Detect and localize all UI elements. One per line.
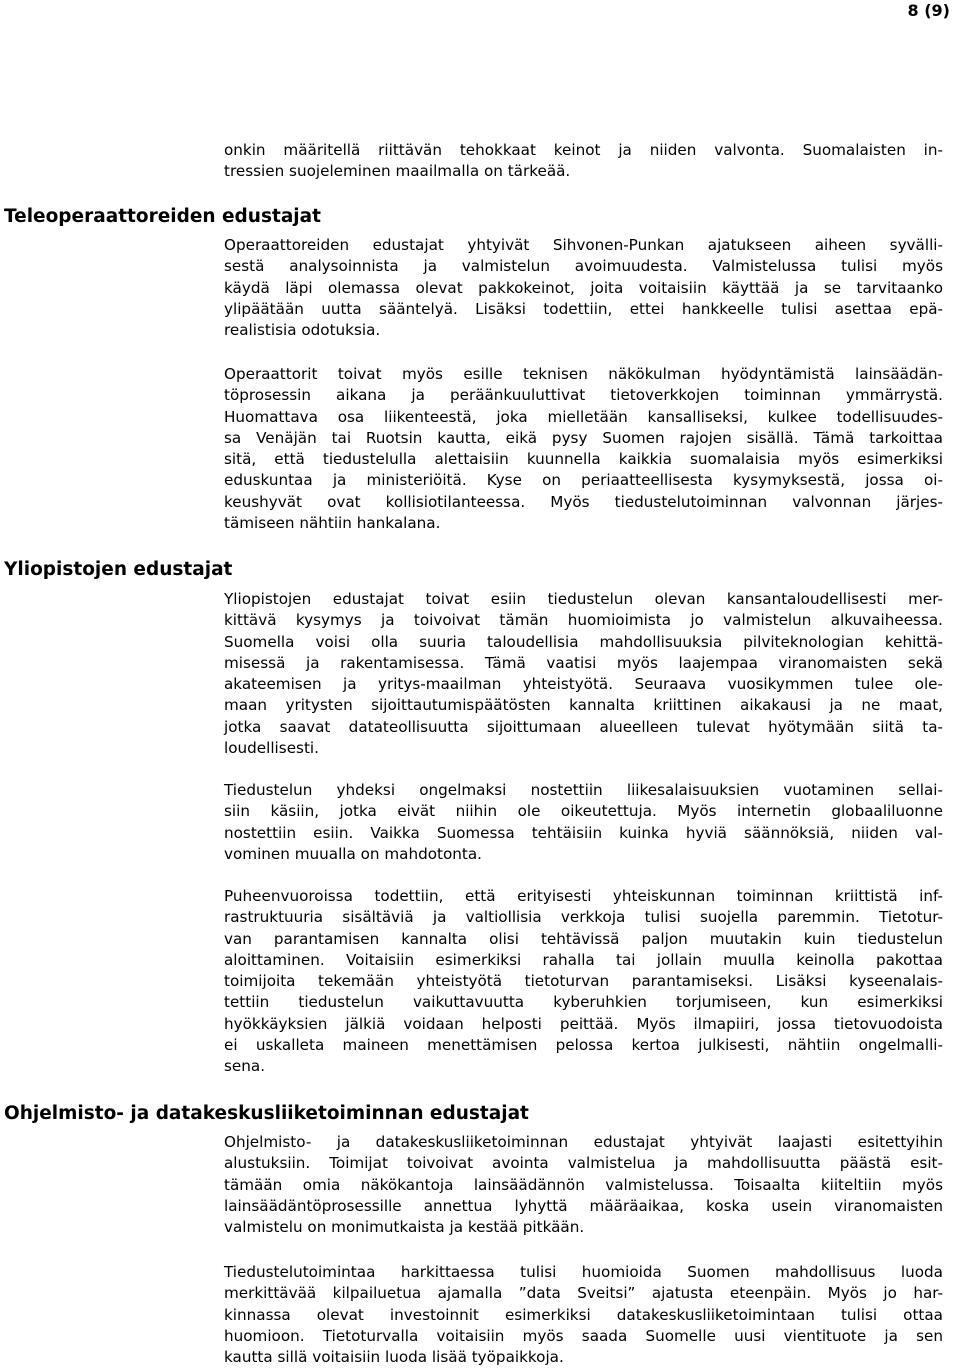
text-line: akateemisen ja yritys-maailman yhteistyötä. Seuraava vuosikymmen tulee ole- — [224, 675, 943, 694]
teleoperaattorit-paragraph-2 — [224, 364, 943, 534]
intro-paragraph — [224, 140, 943, 183]
yliopistot-paragraph-2 — [224, 780, 943, 865]
text-line: käydä läpi olemassa olevat pakkokeinot, joita voitaisiin käyttää ja se tarvitaanko — [224, 278, 943, 297]
text-line: rastruktuuria sisältäviä ja valtiollisia verkkoja tulisi suojella paremmin. Tietotur- — [224, 908, 943, 927]
text-line: misessä ja rakentamisessa. Tämä vaatisi myös laajempaa viranomaisten sekä — [224, 653, 943, 672]
text-line: van parantamisen kannalta olisi tehtävissä paljon muutakin kuin tiedustelun — [224, 929, 943, 948]
text-line: Huomattava osa liikenteestä, joka mielletään kansalliseksi, kulkee todellisuudes- — [224, 407, 943, 426]
text-line: keushyvät ovat kollisiotilanteessa. Myös tiedustelutoiminnan valvonnan järjes- — [224, 492, 943, 511]
section-heading-teleoperaattorit: Teleoperaattoreiden edustajat — [4, 206, 321, 227]
text-line: siin käsiin, jotka eivät niihin ole oikeutettuja. Myös internetin globaaliluonne — [224, 802, 943, 821]
text-line: Yliopistojen edustajat toivat esiin tiedustelun olevan kansantaloudellisesti mer- — [224, 590, 943, 608]
text-line: eduskuntaa ja ministeriöitä. Kyse on periaatteellisesta kysymyksestä, jossa oi- — [224, 471, 943, 490]
text-line: Operaattorit toivat myös esille teknisen näkökulman hyödyntämistä lainsäädän- — [224, 365, 943, 383]
text-line: Tiedustelutoimintaa harkittaessa tulisi huomioida Suomen mahdollisuus luoda — [224, 1263, 943, 1281]
text-line: sestä analysoinnista ja valmistelun avoimuudesta. Valmistelussa tulisi myös — [224, 257, 943, 276]
text-line: onkin määritellä riittävän tehokkaat keinot ja niiden valvonta. Suomalaisten in- — [224, 141, 943, 159]
text-line: realistisia odotuksia. — [224, 321, 381, 340]
text-line: valmistelu on monimutkaista ja kestää pitkään. — [224, 1218, 585, 1237]
text-line: tressien suojeleminen maailmalla on tärkeää. — [224, 162, 571, 181]
text-line: tämään omia näkökantoja lainsäädännön valmistelussa. Toisaalta kiiteltiin myös — [224, 1175, 943, 1194]
text-line: vominen muualla on mahdotonta. — [224, 844, 483, 863]
ohjelmisto-paragraph-2 — [224, 1262, 943, 1368]
text-line: kittävä kysymys ja toivoivat tämän huomioimista jo valmistelun alkuvaiheessa. — [224, 611, 943, 630]
text-line: lainsäädäntöprosessille annettua lyhyttä määräaikaa, koska usein viranomaisten — [224, 1196, 943, 1215]
section-heading-yliopistot: Yliopistojen edustajat — [4, 559, 233, 580]
text-line: Operaattoreiden edustajat yhtyivät Sihvonen-Punkan ajatukseen aiheen syvälli- — [224, 236, 943, 254]
page-number: 8 (9) — [907, 1, 950, 20]
text-line: sena. — [224, 1057, 266, 1076]
text-line: Tiedustelun yhdeksi ongelmaksi nostettiin liikesalaisuuksien vuotaminen sellai- — [224, 781, 943, 799]
text-line: töprosessin aikana ja peräänkuuluttivat tietoverkkojen toiminnan ymmärrystä. — [224, 386, 943, 405]
text-line: tämiseen nähtiin hankalana. — [224, 514, 441, 533]
text-line: hyökkäyksien jälkiä voidaan helposti peittää. Myös ilmapiiri, jossa tietovuodoista — [224, 1014, 943, 1033]
text-line: Ohjelmisto- ja datakeskusliiketoiminnan edustajat yhtyivät laajasti esitettyihin — [224, 1133, 943, 1151]
text-line: Suomella voisi olla suuria taloudellisia mahdollisuuksia pilviteknologian kehittä- — [224, 632, 943, 651]
teleoperaattorit-paragraph-1 — [224, 235, 943, 341]
text-line: maan yritysten sijoittautumispäätösten kannalta kriittinen aikakausi ja ne maat, — [224, 696, 943, 715]
text-line: alustuksiin. Toimijat toivoivat avointa valmistelua ja mahdollisuutta päästä esit- — [224, 1154, 943, 1173]
text-line: jotka saavat datateollisuutta sijoittumaan alueelleen tulevat hyötymään siitä ta- — [224, 717, 943, 736]
text-line: toimijoita tekemään yhteistyötä tietoturvan parantamiseksi. Lisäksi kyseenalais- — [224, 972, 943, 991]
text-line: kautta sillä voitaisiin luoda lisää työpaikkoja. — [224, 1348, 564, 1367]
text-line: tettiin tiedustelun vaikuttavuutta kyberuhkien torjumiseen, kun esimerkiksi — [224, 993, 943, 1012]
text-line: kinnassa olevat investoinnit esimerkiksi datakeskusliiketoimintaan tulisi ottaa — [224, 1305, 943, 1324]
text-line: huomioon. Tietoturvalla voitaisiin myös saada Suomelle uusi vientituote ja sen — [224, 1326, 943, 1345]
text-line: loudellisesti. — [224, 739, 319, 758]
text-line: sitä, että tiedustelulla alettaisiin kuunnella kaikkia suomalaisia myös esimerkiksi — [224, 450, 943, 469]
text-line: sa Venäjän tai Ruotsin kautta, eikä pysy Suomen rajojen sisällä. Tämä tarkoittaa — [224, 428, 943, 447]
yliopistot-paragraph-3 — [224, 886, 943, 1078]
text-line: Puheenvuoroissa todettiin, että erityisesti yhteiskunnan toiminnan kriittistä inf- — [224, 887, 943, 905]
text-line: nostettiin esiin. Vaikka Suomessa tehtäisiin kuinka hyviä säännöksiä, niiden val- — [224, 823, 943, 842]
text-line: aloittaminen. Voitaisiin esimerkiksi rahalla tai jollain muulla keinolla pakottaa — [224, 950, 943, 969]
section-heading-ohjelmisto: Ohjelmisto- ja datakeskusliiketoiminnan edustajat — [4, 1103, 529, 1124]
ohjelmisto-paragraph-1 — [224, 1132, 943, 1238]
yliopistot-paragraph-1 — [224, 589, 943, 759]
text-line: ei uskalleta maineen menettämisen pelossa kertoa julkisesti, nähtiin ongelmalli- — [224, 1036, 943, 1055]
text-line: merkittävää kilpailuetua ajamalla ”data Sveitsi” ajatusta eteenpäin. Myös jo har- — [224, 1284, 943, 1303]
text-line: ylipäätään uutta sääntelyä. Lisäksi todettiin, ettei hankkeelle tulisi asettaa epä- — [224, 299, 943, 318]
